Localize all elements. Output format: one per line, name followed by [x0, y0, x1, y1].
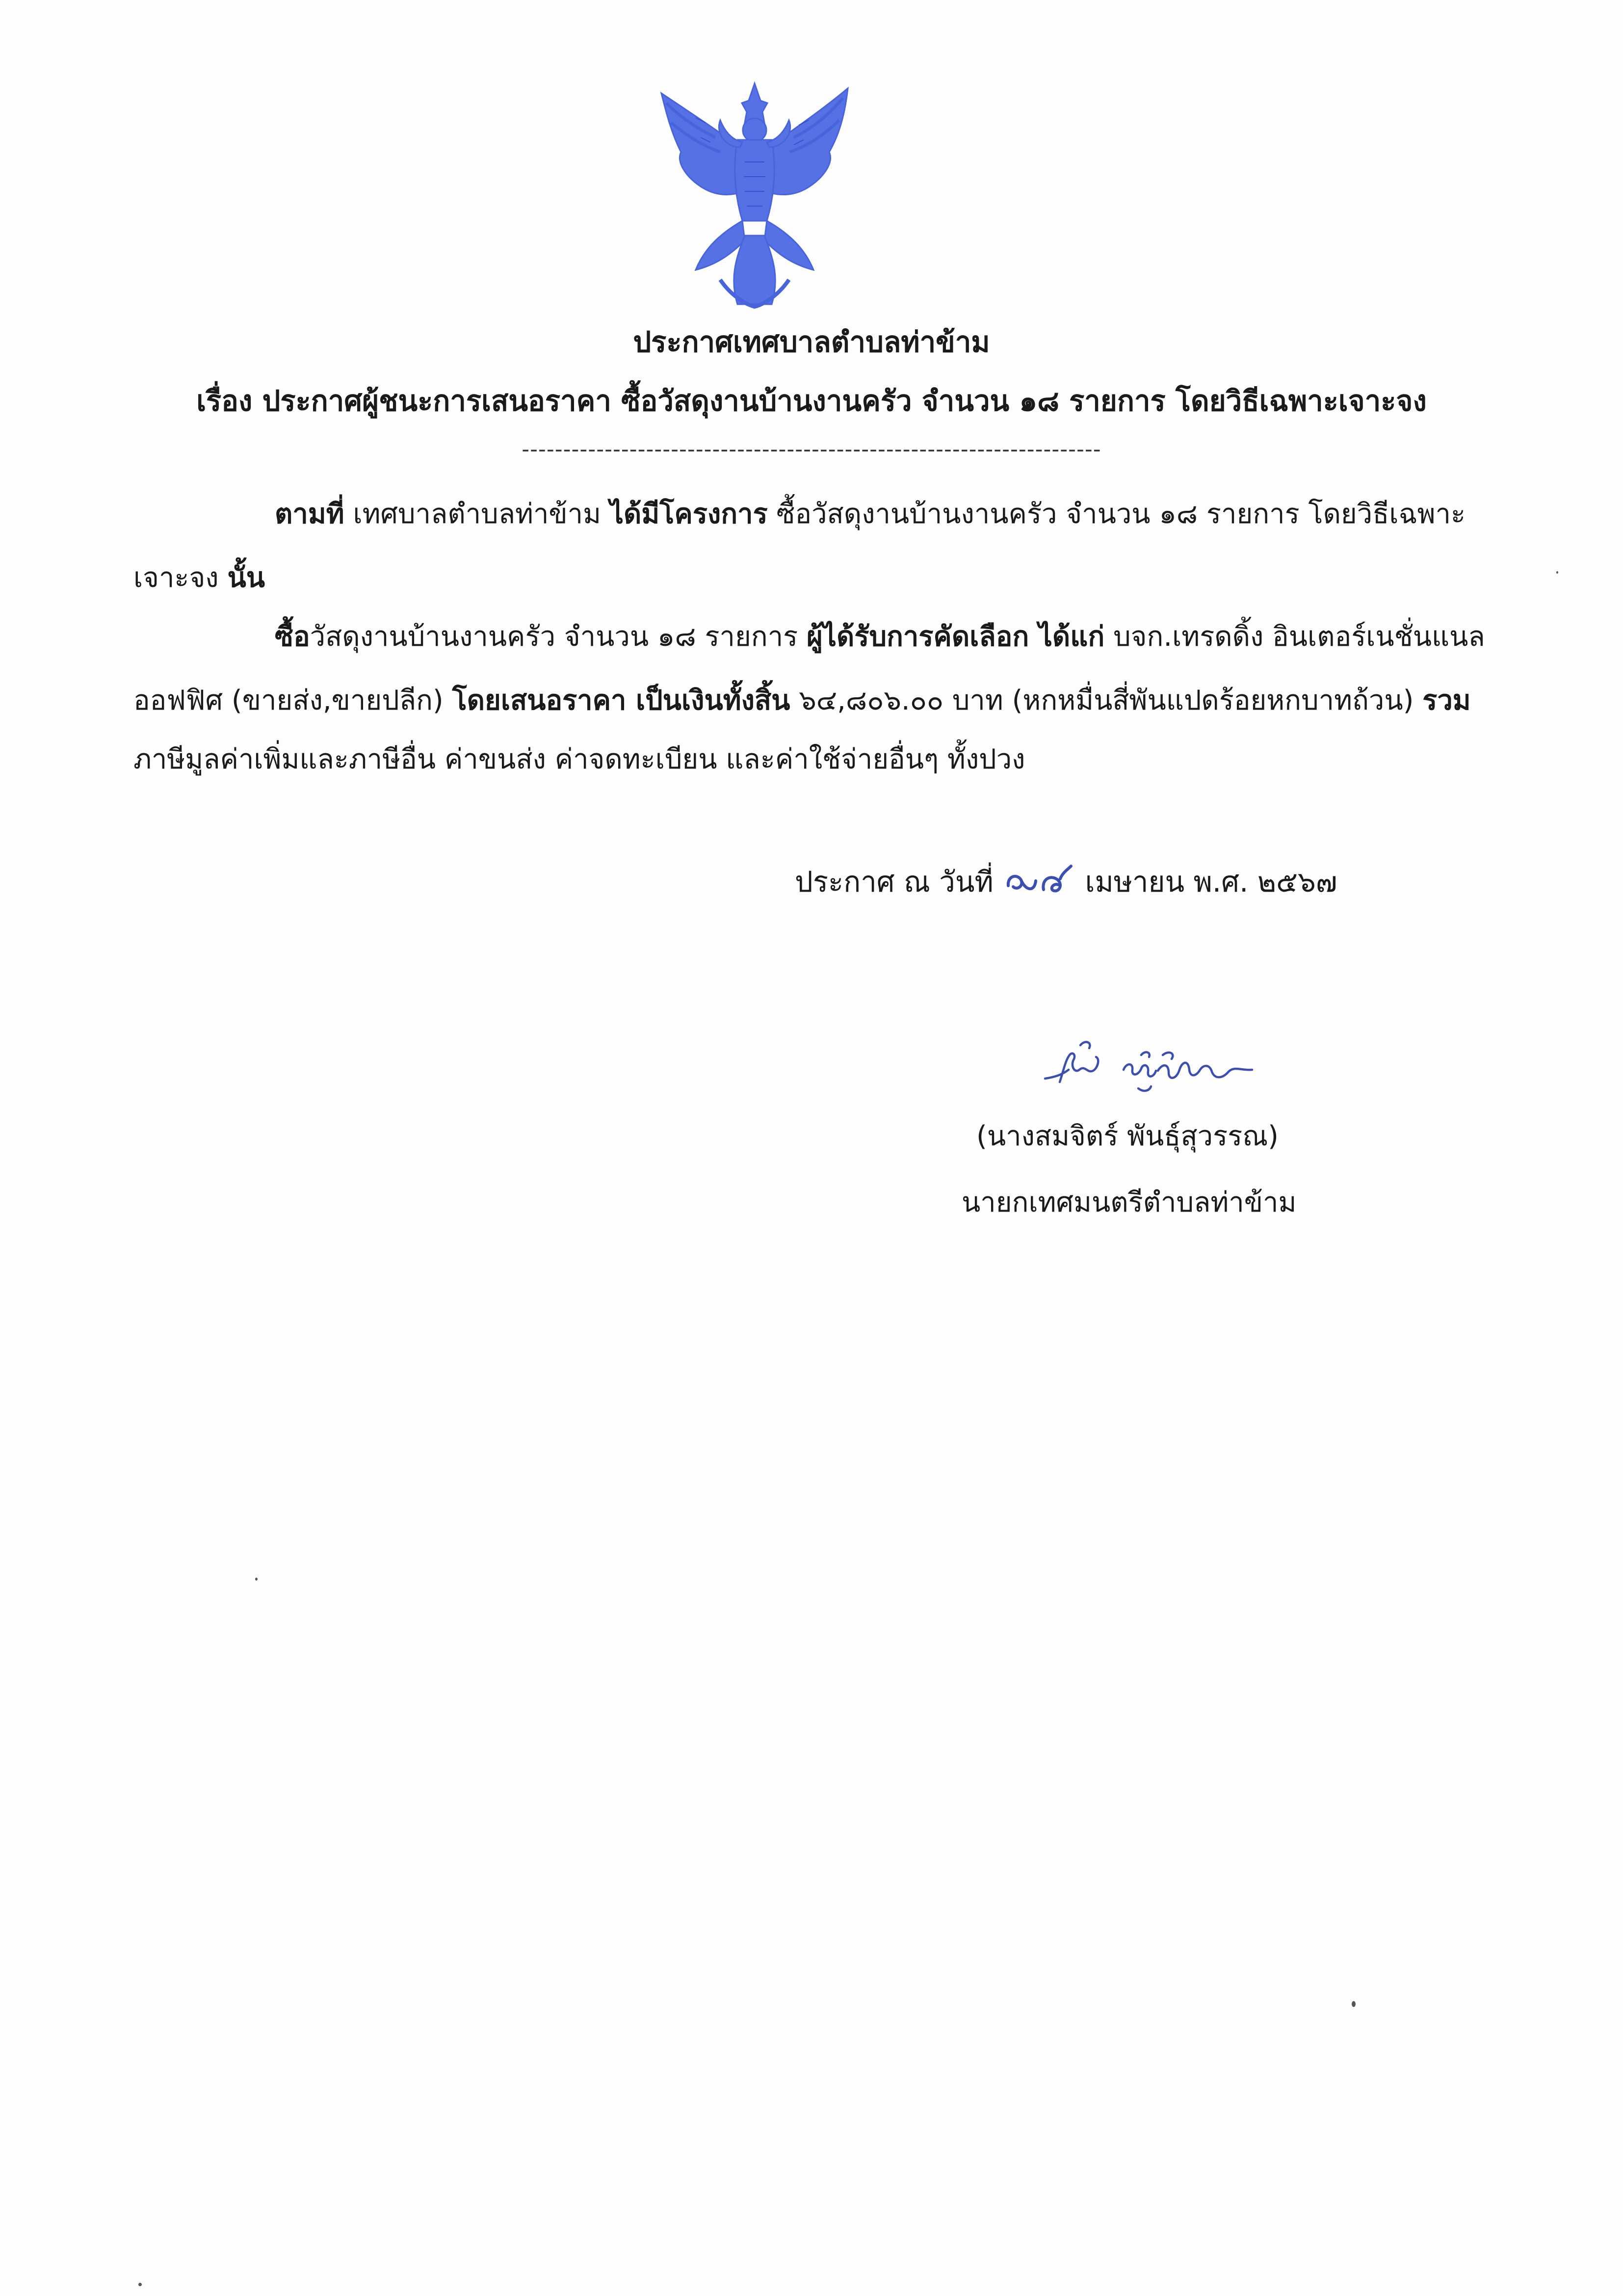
garuda-emblem-icon	[647, 74, 863, 309]
scan-speck	[255, 1578, 258, 1581]
para1-bold-b: ได้มีโครงการ	[609, 498, 768, 530]
signer-name: (นางสมจิตร์ พันธุ์สุวรรณ)	[976, 1120, 1279, 1152]
para1-line2-bold: นั้น	[227, 562, 265, 594]
para2-line2-text-c: ๖๔,๘๐๖.๐๐ บาท (หกหมื่นสี่พันแปดร้อยหกบาทถ้วน)	[790, 685, 1423, 716]
paragraph-2-line-1	[275, 623, 1485, 651]
announcement-date	[795, 859, 1337, 904]
signer-position: นายกเทศมนตรีตำบลท่าข้าม	[962, 1187, 1297, 1218]
para1-text-c: ซื้อวัสดุงานบ้านงานครัว จำนวน ๑๘ รายการ โดยวิธีเฉพาะ	[767, 498, 1466, 530]
para1-lead: ตามที่	[275, 498, 344, 530]
para1-line2-text: เจาะจง	[133, 562, 228, 594]
document-subject: เรื่อง ประกาศผู้ชนะการเสนอราคา ซื้อวัสดุงานบ้านงานครัว จำนวน ๑๘ รายการ โดยวิธีเฉพาะเจาะจง	[196, 384, 1427, 418]
paragraph-2-line-2	[133, 687, 1471, 714]
handwritten-day	[1002, 861, 1076, 900]
paragraph-1-line-1	[275, 498, 1466, 530]
para2-line3-text: ภาษีมูลค่าเพิ่มและภาษีอื่น ค่าขนส่ง ค่าจดทะเบียน และค่าใช้จ่ายอื่นๆ ทั้งปวง	[133, 743, 1025, 775]
date-rest: เมษายน พ.ศ. ๒๕๖๗	[1085, 865, 1337, 898]
para2-line2-bold-b: โดยเสนอราคา เป็นเงินทั้งสิ้น	[452, 685, 790, 716]
scan-speck	[1352, 2001, 1356, 2007]
para2-bold-b: ผู้ได้รับการคัดเลือก ได้แก่	[807, 621, 1105, 653]
para2-lead: ซื้อ	[275, 621, 310, 653]
paragraph-2-line-3	[133, 743, 1025, 775]
para2-text-a: วัสดุงานบ้านงานครัว จำนวน ๑๘ รายการ	[310, 621, 807, 653]
title-divider: ----------------------------------------------------------------------	[522, 437, 1101, 462]
scan-speck	[1556, 571, 1558, 574]
para1-text-a: เทศบาลตำบลท่าข้าม	[344, 498, 610, 530]
scan-speck	[138, 2283, 142, 2286]
paragraph-1-line-2	[133, 564, 265, 592]
date-label: ประกาศ ณ วันที่	[795, 865, 994, 898]
para2-text-c: บจก.เทรดดิ้ง อินเตอร์เนชั่นแนล	[1104, 621, 1485, 653]
para2-line2-bold-d: รวม	[1422, 685, 1471, 716]
document-title: ประกาศเทศบาลตำบลท่าข้าม	[633, 325, 990, 359]
signature-icon	[1040, 1035, 1256, 1099]
para2-line2-text-a: ออฟฟิศ (ขายส่ง,ขายปลีก)	[133, 685, 452, 716]
